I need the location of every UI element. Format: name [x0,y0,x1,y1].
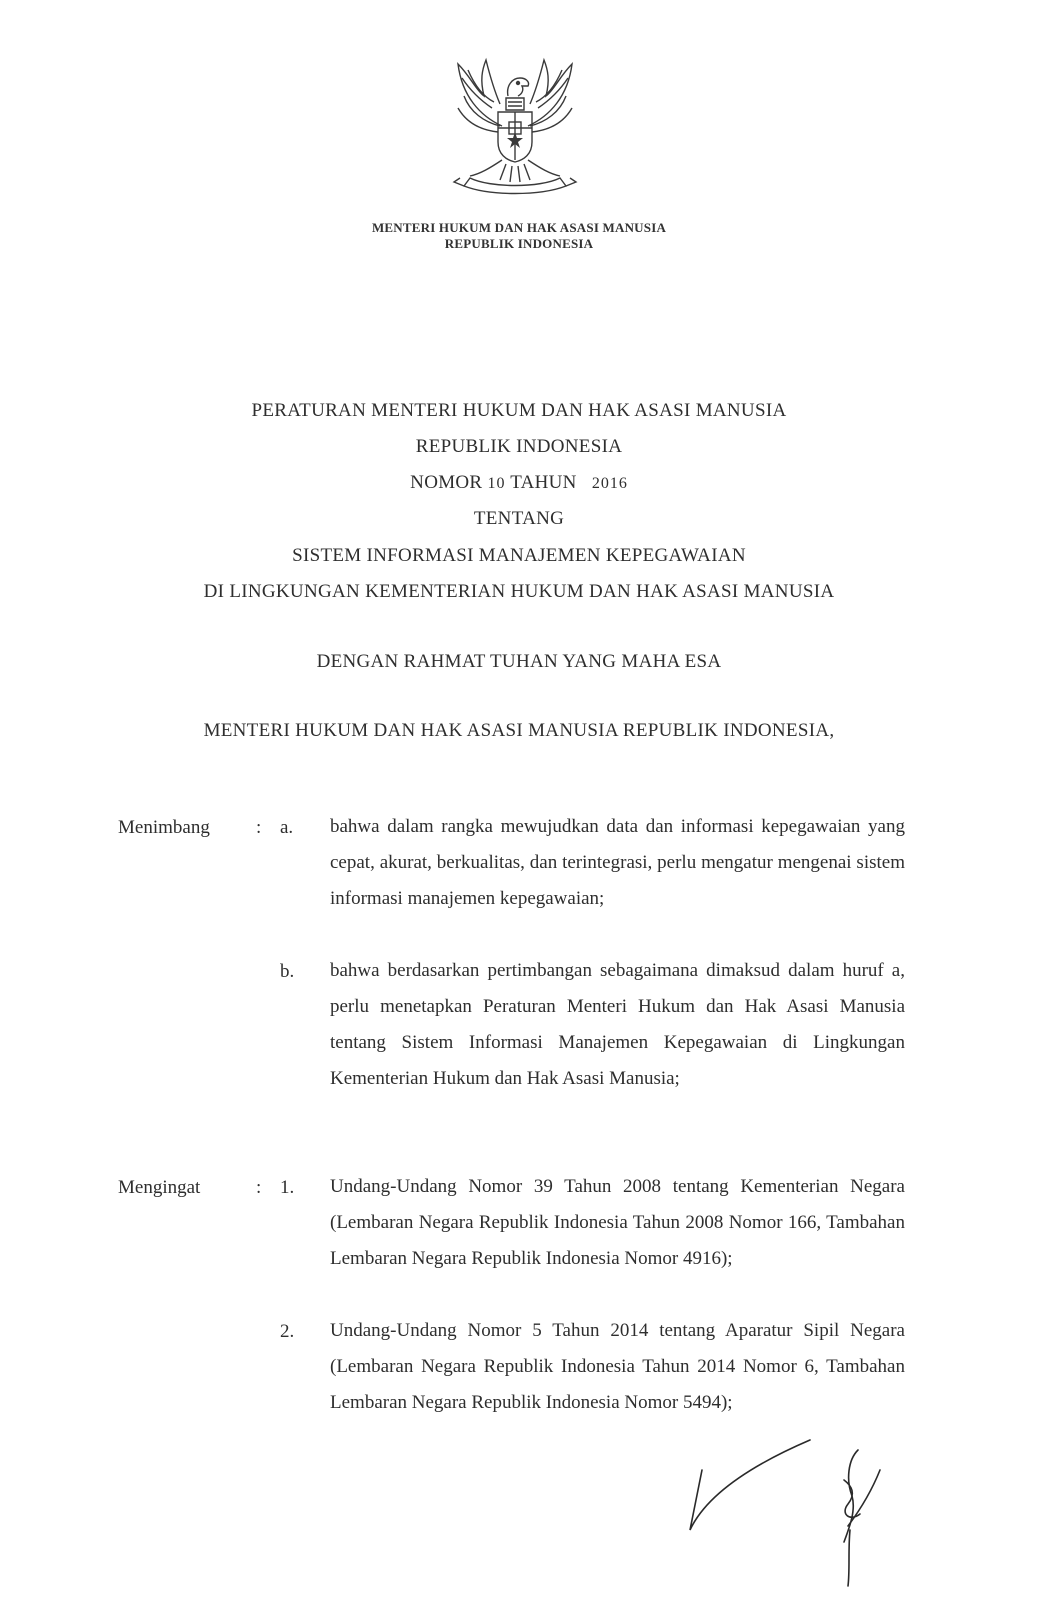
regulation-title: PERATURAN MENTERI HUKUM DAN HAK ASASI MANUSIA [251,400,787,421]
menimbang-label: Menimbang [118,817,210,838]
menimbang-colon: : [256,817,262,838]
tahun-label: TAHUN [510,472,577,493]
issuing-authority: MENTERI HUKUM DAN HAK ASASI MANUSIA REPUBLIK INDONESIA, [203,720,835,741]
letterhead-republic: REPUBLIK INDONESIA [444,236,594,251]
regulation-republic: REPUBLIK INDONESIA [415,436,623,457]
preamble-invocation: DENGAN RAHMAT TUHAN YANG MAHA ESA [316,651,722,672]
mengingat-item-1-text: Undang-Undang Nomor 39 Tahun 2008 tentang Kementerian Negara (Lembaran Negara Republik Indonesia Tahun 2008 Nomor 166, Tambahan Lembaran Negara Republik Indonesia Nomor 4916); [330,1176,905,1269]
menimbang-item-a-marker: a. [280,817,294,838]
tahun-value: 2016 [591,475,628,492]
regulation-number-line [0,472,1038,494]
regulation-subject-line1: SISTEM INFORMASI MANAJEMEN KEPEGAWAIAN [292,545,746,566]
mengingat-label: Mengingat [118,1177,201,1198]
mengingat-item-2-text: Undang-Undang Nomor 5 Tahun 2014 tentang Aparatur Sipil Negara (Lembaran Negara Republik Indonesia Tahun 2014 Nomor 6, Tambahan Lembaran Negara Republik Indonesia Nomor 5494); [330,1320,905,1413]
paraf-signature-icon [680,1430,900,1590]
mengingat-colon: : [256,1177,262,1198]
menimbang-item-b-marker: b. [280,961,295,982]
regulation-subject-line2: DI LINGKUNGAN KEMENTERIAN HUKUM DAN HAK ASASI MANUSIA [203,581,835,602]
mengingat-item-1-marker: 1. [280,1177,295,1198]
garuda-emblem-icon [440,56,590,206]
tentang-label: TENTANG [473,508,565,529]
letterhead-ministry: MENTERI HUKUM DAN HAK ASASI MANUSIA [371,220,667,235]
menimbang-item-b-text: bahwa berdasarkan pertimbangan sebagaimana dimaksud dalam huruf a, perlu menetapkan Peraturan Menteri Hukum dan Hak Asasi Manusia tentang Sistem Informasi Manajemen Kepegawaian di Lingkungan Kementerian Hukum dan Hak Asasi Manusia; [330,960,905,1089]
menimbang-item-a-text: bahwa dalam rangka mewujudkan data dan informasi kepegawaian yang cepat, akurat, berkualitas, dan terintegrasi, perlu mengatur mengenai sistem informasi manajemen kepegawaian; [330,816,905,909]
nomor-value: 10 [487,475,506,492]
mengingat-item-2-marker: 2. [280,1321,295,1342]
nomor-label: NOMOR [410,472,483,493]
